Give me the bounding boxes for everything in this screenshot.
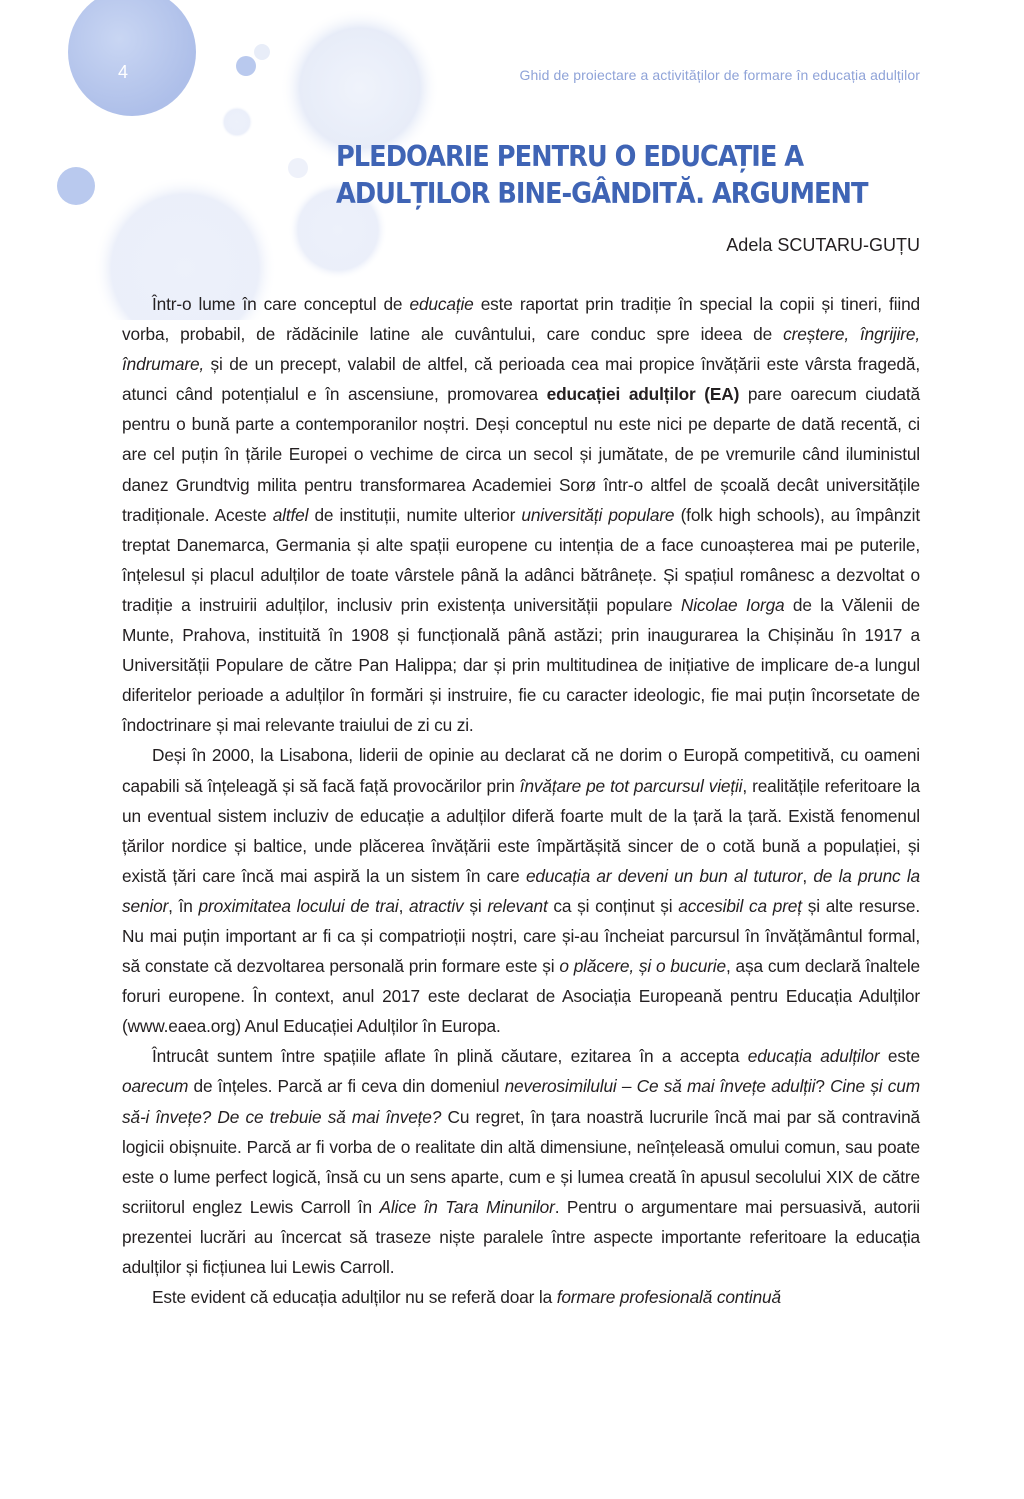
italic-phrase: educația adulților (747, 1046, 880, 1067)
title-line-1: PLEDOARIE PENTRU O EDUCAȚIE A (336, 140, 804, 173)
text-run: și de un precept, valabil de altfel, că perioada cea mai propice învățării este vârsta fragedă, atunci când potențialul e în ascensiune, promovarea (122, 354, 920, 405)
italic-phrase: de la prunc la senior (122, 865, 920, 916)
author-name: Adela SCUTARU-GUȚU (726, 235, 920, 255)
article-title (336, 138, 876, 212)
text-run: (folk high schools), au împânzit treptat Danemarca, Germania și alte spații europene cu intenția de a face cunoașterea mai pe puterile, înțelesul și placul adulților de toate vârstele până la adânci bătrânețe. Și spațiul românesc a dezvoltat o tradiție a instruirii adulților, inclusiv prin existența universității populare (122, 504, 920, 615)
italic-phrase: altfel (272, 504, 309, 525)
text-run: de instituții, numite ulterior (308, 504, 522, 525)
bold-phrase: educației adulților (EA) (546, 384, 740, 405)
text-run: și alte resurse. Nu mai puțin important ar fi ca și compatrioții noștri, care și-au încheiat parcursul în învățământul formal, să constate că dezvoltarea personală prin formare este și (122, 895, 920, 977)
text-run: este raportat prin tradiție în special la copii și tineri, fiind vorba, probabil, de rădăcinile latine ale cuvântului, care conduc spre ideea de (122, 294, 920, 345)
text-run: . Pentru o argumentare mai persuasivă, autorii prezentei lucrări au încercat să traseze niște paralele între aspecte importante referitoare la educația adulților și ficțiunea lui Lewis Carroll. (122, 1196, 920, 1277)
italic-phrase: educație (409, 294, 474, 314)
italic-phrase: Nicolae Iorga (680, 594, 785, 615)
body-paragraph (122, 1282, 920, 1312)
body-paragraph (122, 289, 920, 740)
italic-phrase: creștere, îngrijire, îndrumare, (122, 324, 920, 375)
italic-phrase: învățare pe tot parcursul vieții (519, 775, 743, 796)
text-run: , realitățile referitoare la un eventual sistem incluziv de educație a adulților diferă foarte mult de la țară la țară. Există fenomenul țărilor nordice și baltice, unde plăcerea învățării este împărtășită sincer de o cotă bună a populației, și există țări care încă mai aspiră la un sistem în care (122, 775, 920, 886)
page-number: 4 (118, 62, 129, 82)
text-run: pare oarecum ciudată pentru o bună parte a contemporanilor noștri. Deși conceptul nu este nici pe departe de dată recentă, ci are cel puțin în țările Europei o vechime de circa un secol și jumătate, de pe vremurile când iluministul danez Grundtvig milita pentru transformarea Academiei Sorø într-o altfel de școală decât universitățile tradiționale. Aceste (122, 384, 920, 525)
italic-phrase: o plăcere, și o bucurie (559, 956, 726, 977)
italic-phrase: accesibil ca preț (678, 895, 802, 916)
italic-phrase: oarecum (122, 1076, 189, 1097)
text-run: Este evident că educația adulților nu se referă doar la (152, 1287, 557, 1308)
text-run: și (463, 895, 488, 916)
italic-phrase: formare profesională continuă (556, 1287, 781, 1308)
text-run: , (398, 895, 410, 916)
italic-phrase: universități populare (521, 504, 675, 525)
text-run: de înțeles. Parcă ar fi ceva din domeniul (188, 1076, 505, 1097)
text-run: este (879, 1046, 920, 1067)
italic-phrase: proximitatea locului de trai (198, 895, 399, 916)
italic-phrase: educația ar deveni un bun al tuturor (525, 865, 803, 886)
text-run: , așa cum declară înaltele foruri europene. În context, anul 2017 este declarat de Asociația Europeană pentru Educația Adulților (www.eaea.org) Anul Educației Adulților în Europa. (122, 956, 920, 1037)
text-run: Deși în 2000, la Lisabona, liderii de opinie au declarat că ne dorim o Europă competitivă, cu oameni capabili să înțeleagă și să facă față provocărilor prin (122, 745, 920, 796)
title-line-2: ADULȚILOR BINE-GÂNDITĂ. ARGUMENT (336, 177, 868, 210)
text-run: ca și conținut și (547, 895, 679, 916)
text-run: Cu regret, în țara noastră lucrurile încă mai par să contravină logicii obișnuite. Parcă ar fi vorba de o realitate din altă dimensiune, neînțeleasă omului comun, sau poate este o lume perfect logică, însă cu un sens aparte, cum e și lumea creată în apusul secolului XIX de către scriitorul englez Lewis Carroll în (122, 1106, 920, 1217)
text-run: , (802, 865, 814, 886)
body-paragraph (122, 740, 920, 1041)
italic-phrase: Cine și cum să-i învețe? De ce trebuie să mai învețe? (122, 1076, 920, 1127)
text-run: , în (168, 895, 199, 916)
italic-phrase: Alice în Tara Minunilor (379, 1196, 555, 1217)
italic-phrase: atractiv (409, 895, 464, 916)
text-run: Întrucât suntem între spațiile aflate în plină căutare, ezitarea în a accepta (152, 1046, 748, 1067)
italic-phrase: relevant (487, 895, 548, 916)
body-paragraph (122, 1041, 920, 1282)
article-body (122, 289, 920, 1312)
text-run: de la Vălenii de Munte, Prahova, instituită în 1908 și funcțională până astăzi; prin inaugurarea la Chișinău în 1917 a Universității Populare de către Pan Halippa; dar și prin multitudinea de inițiative de implicare de-a lungul diferitelor perioade a adulților în formări și instruire, fie cu caracter ideologic, fie mai puțin încorsetate de îndoctrinare și mai relevante traiului de zi cu zi. (122, 594, 920, 736)
text-run: ? (815, 1076, 831, 1097)
italic-phrase: neverosimilului – Ce să mai învețe adulții (504, 1076, 816, 1097)
running-header: Ghid de proiectare a activităților de formare în educația adulților (519, 67, 920, 83)
text-run: Într-o lume în care conceptul de (152, 294, 410, 314)
